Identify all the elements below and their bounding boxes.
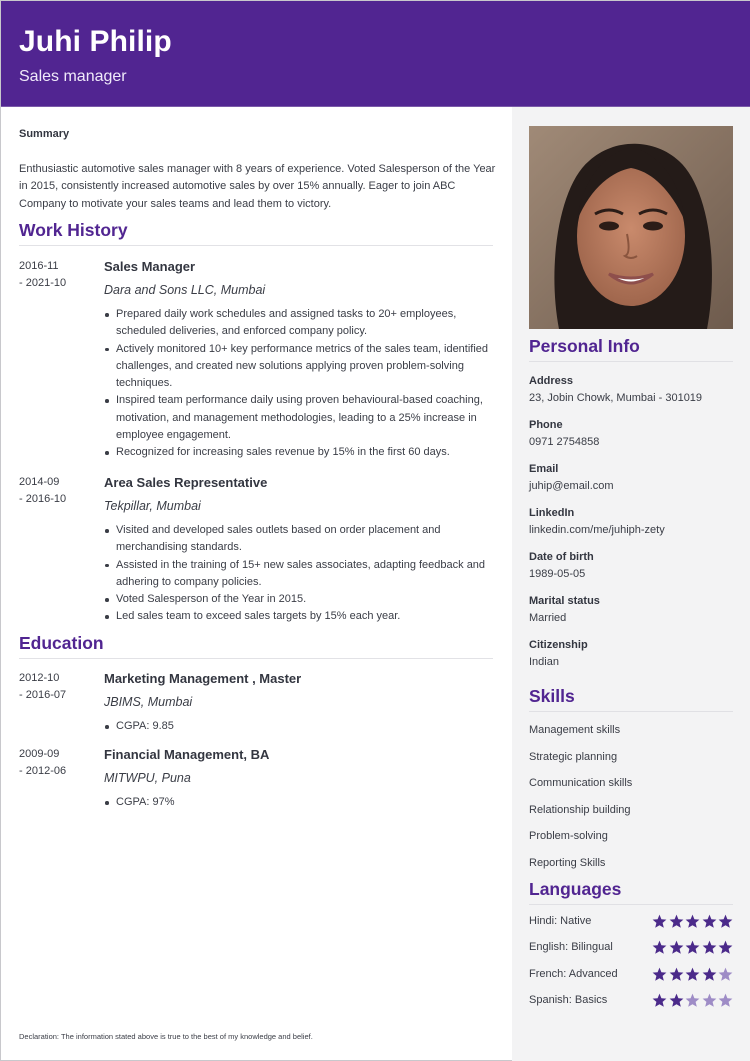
resume-header bbox=[1, 1, 750, 107]
profile-photo bbox=[529, 126, 733, 329]
languages-title: Languages bbox=[529, 879, 622, 899]
info-date-of-birth bbox=[529, 550, 739, 581]
info-value: Married bbox=[529, 612, 567, 624]
star-filled-icon bbox=[685, 967, 700, 982]
skill-item: Management skills bbox=[529, 724, 621, 736]
date-end: - 2016-07 bbox=[19, 689, 67, 702]
employer: Dara and Sons LLC, Mumbai bbox=[104, 283, 266, 297]
bullet-item: Visited and developed sales outlets based on order placement and merchandising standards. bbox=[104, 522, 496, 557]
rating-stars bbox=[652, 993, 733, 1008]
language-row bbox=[529, 993, 733, 1009]
star-empty-icon bbox=[718, 993, 733, 1008]
date-start: 2009-09 bbox=[19, 748, 60, 760]
section-divider bbox=[529, 904, 733, 905]
bullet-item: Voted Salesperson of the Year in 2015. bbox=[104, 591, 496, 608]
degree-title: Marketing Management , Master bbox=[104, 671, 302, 686]
star-filled-icon bbox=[669, 940, 684, 955]
info-citizenship bbox=[529, 638, 739, 669]
skill-item: Strategic planning bbox=[529, 751, 618, 763]
skills-title: Skills bbox=[529, 686, 575, 706]
bullet-list bbox=[104, 522, 496, 626]
section-divider bbox=[19, 245, 493, 246]
star-filled-icon bbox=[652, 914, 667, 929]
work-history-title: Work History bbox=[19, 220, 128, 240]
skill-item: Relationship building bbox=[529, 804, 631, 816]
bullet-item: Prepared daily work schedules and assigned tasks to 20+ employees, scheduled deliveries, and enforced company policy. bbox=[104, 306, 496, 341]
bullet-item: Actively monitored 10+ key performance metrics of the sales team, identified challenges, and created new solutions applying proven problem-solving techniques. bbox=[104, 341, 496, 393]
entry-dates bbox=[19, 746, 99, 780]
skill-item: Communication skills bbox=[529, 777, 633, 789]
bullet-list bbox=[104, 794, 496, 811]
info-value: Indian bbox=[529, 656, 559, 668]
info-label: LinkedIn bbox=[529, 507, 575, 519]
bullet-item: Led sales team to exceed sales targets by 15% each year. bbox=[104, 608, 496, 625]
info-value: 23, Jobin Chowk, Mumbai - 301019 bbox=[529, 392, 703, 404]
entry-dates bbox=[19, 258, 99, 292]
star-filled-icon bbox=[718, 940, 733, 955]
info-label: Phone bbox=[529, 419, 563, 431]
rating-stars bbox=[652, 914, 733, 929]
star-empty-icon bbox=[685, 993, 700, 1008]
entry-dates bbox=[19, 474, 99, 508]
portrait-image bbox=[529, 126, 733, 329]
skill-item: Reporting Skills bbox=[529, 857, 606, 869]
degree-title: Financial Management, BA bbox=[104, 747, 270, 762]
info-value: 1989-05-05 bbox=[529, 568, 586, 580]
employer: Tekpillar, Mumbai bbox=[104, 499, 201, 513]
entry-dates bbox=[19, 670, 99, 704]
institution: JBIMS, Mumbai bbox=[104, 695, 193, 709]
personal-info-title: Personal Info bbox=[529, 336, 640, 356]
job-title: Sales Manager bbox=[104, 259, 196, 274]
info-address bbox=[529, 374, 739, 405]
date-end: - 2021-10 bbox=[19, 277, 67, 290]
entry-body bbox=[104, 474, 496, 626]
entry-body bbox=[104, 258, 496, 462]
star-filled-icon bbox=[702, 967, 717, 982]
declaration-text: Declaration: The information stated above is true to the best of my knowledge and belief. bbox=[19, 1032, 313, 1041]
star-filled-icon bbox=[685, 940, 700, 955]
language-label: English: Bilingual bbox=[529, 941, 613, 953]
institution: MITWPU, Puna bbox=[104, 771, 191, 785]
date-end: - 2016-10 bbox=[19, 493, 67, 506]
bullet-item: Assisted in the training of 15+ new sales associates, adapting feedback and adhering to company policies. bbox=[104, 557, 496, 592]
date-start: 2016-11 bbox=[19, 260, 59, 272]
info-label: Address bbox=[529, 375, 574, 387]
date-end: - 2012-06 bbox=[19, 765, 67, 778]
entry-body bbox=[104, 746, 496, 811]
language-label: Spanish: Basics bbox=[529, 994, 608, 1006]
info-label: Date of birth bbox=[529, 551, 594, 563]
education-title: Education bbox=[19, 633, 104, 653]
job-title: Area Sales Representative bbox=[104, 475, 268, 490]
summary-text: Enthusiastic automotive sales manager with 8 years of experience. Voted Salesperson of the Year in 2015, consistently increased automotive sales by over 15% annually. Eager to join ABC Company to motivate your sales teams and lead them to victory. bbox=[19, 163, 496, 210]
star-filled-icon bbox=[702, 940, 717, 955]
info-value: 0971 2754858 bbox=[529, 436, 600, 448]
info-value: juhip@email.com bbox=[529, 480, 614, 492]
star-filled-icon bbox=[669, 993, 684, 1008]
star-filled-icon bbox=[669, 914, 684, 929]
star-filled-icon bbox=[702, 914, 717, 929]
skill-item: Problem-solving bbox=[529, 830, 608, 842]
star-filled-icon bbox=[669, 967, 684, 982]
info-label: Email bbox=[529, 463, 559, 475]
summary-label: Summary bbox=[19, 128, 70, 140]
star-filled-icon bbox=[652, 940, 667, 955]
bullet-item: CGPA: 9.85 bbox=[104, 718, 496, 735]
star-filled-icon bbox=[652, 967, 667, 982]
star-empty-icon bbox=[718, 967, 733, 982]
language-row bbox=[529, 940, 733, 956]
bullet-list bbox=[104, 718, 496, 735]
language-row bbox=[529, 914, 733, 930]
section-divider bbox=[529, 711, 733, 712]
info-linkedin bbox=[529, 506, 739, 537]
language-label: French: Advanced bbox=[529, 968, 618, 980]
language-label: Hindi: Native bbox=[529, 915, 592, 927]
candidate-role: Sales manager bbox=[19, 68, 127, 85]
candidate-name: Juhi Philip bbox=[19, 25, 172, 58]
bullet-list bbox=[104, 306, 496, 462]
date-start: 2014-09 bbox=[19, 476, 60, 488]
entry-body bbox=[104, 670, 496, 735]
info-phone bbox=[529, 418, 739, 449]
star-filled-icon bbox=[652, 993, 667, 1008]
info-value: linkedin.com/me/juhiph-zety bbox=[529, 524, 665, 536]
info-label: Citizenship bbox=[529, 639, 588, 651]
section-divider bbox=[529, 361, 733, 362]
info-email bbox=[529, 462, 739, 493]
star-empty-icon bbox=[702, 993, 717, 1008]
rating-stars bbox=[652, 967, 733, 982]
info-marital-status bbox=[529, 594, 739, 625]
language-row bbox=[529, 967, 733, 983]
section-divider bbox=[19, 658, 493, 659]
bullet-item: CGPA: 97% bbox=[104, 794, 496, 811]
star-filled-icon bbox=[685, 914, 700, 929]
rating-stars bbox=[652, 940, 733, 955]
bullet-item: Recognized for increasing sales revenue by 15% in the first 60 days. bbox=[104, 444, 496, 461]
info-label: Marital status bbox=[529, 595, 600, 607]
bullet-item: Inspired team performance daily using proven behavioural-based coaching, motivation, and management methodologies, leading to a 25% increase in employee engagement. bbox=[104, 392, 496, 444]
date-start: 2012-10 bbox=[19, 672, 60, 684]
star-filled-icon bbox=[718, 914, 733, 929]
